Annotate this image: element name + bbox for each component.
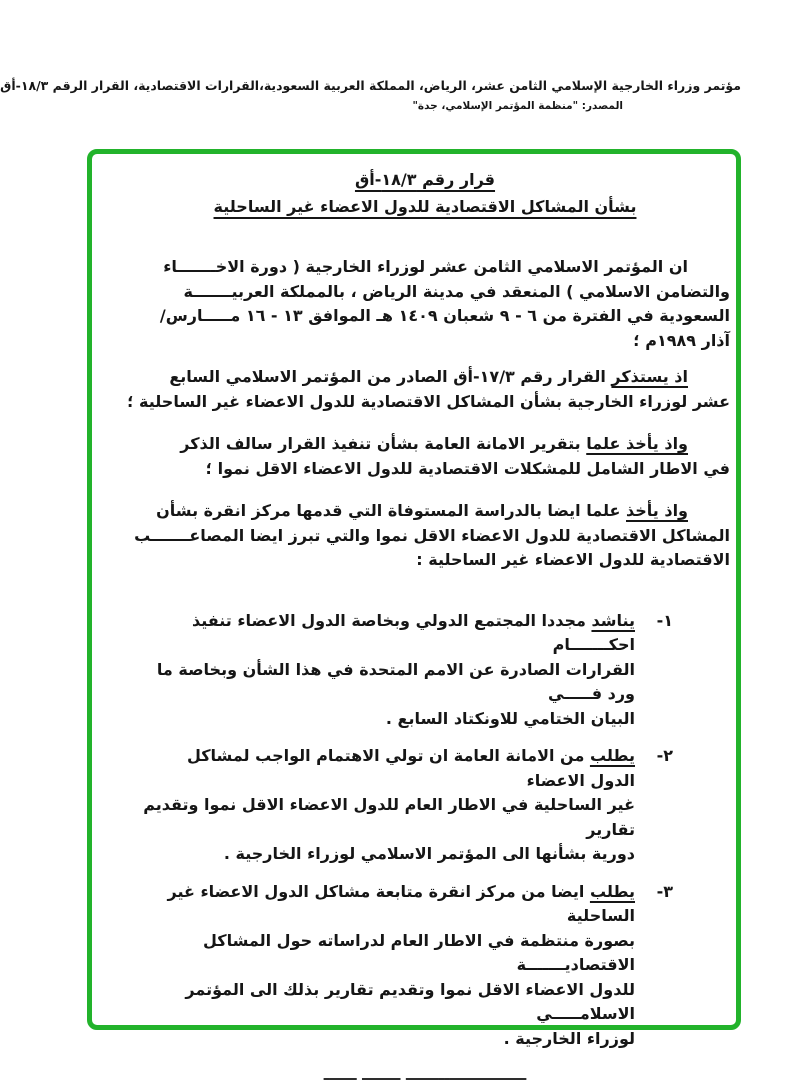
- item-number-1: ١-: [656, 610, 673, 630]
- operative-item-3: [140, 880, 673, 1052]
- item-lead-2: يطلب: [589, 746, 635, 765]
- item-lead-3: يطلب: [589, 881, 635, 901]
- header-source-line: المصدر: "منظمة المؤتمر الإسلامي، جدة": [412, 100, 623, 112]
- preamble-text-2: القرار رقم ١٧/٣-أق الصادر من المؤتمر الاسلامي السابع عشر لوزراء الخارجية بشأن المشاكل الاقتصادية للدول الاعضاء غير الساحلية ؛: [127, 367, 730, 411]
- item-text-3: ايضا من مركز انقرة متابعة مشاكل الدول الاعضاء غير الساحلية بصورة منتظمة في الاطار العام لدراساته حول المشاكل الاقتصاديـــــــة للدول الاعضاء الاقل نموا وتقديم تقارير بذلك الى المؤتمر الاسلامـــــي لوزراء الخارجية .: [167, 881, 635, 1048]
- item-number-2: ٢-: [656, 746, 673, 765]
- item-lead-1: يناشد: [591, 610, 635, 630]
- resolution-body: [120, 168, 730, 1085]
- item-number-3: ٣-: [656, 881, 673, 901]
- preamble-paragraph-2: [120, 365, 730, 414]
- preamble-text-3: بتقرير الامانة العامة بشأن تنفيذ القرار سالف الذكر في الاطار الشامل للمشكلات الاقتصادية للدول الاعضاء الاقل نموا ؛: [180, 434, 730, 478]
- preamble-lead-4: واذ يأخذ: [626, 501, 688, 520]
- operative-item-1: [140, 609, 673, 732]
- preamble-paragraph-1: [120, 255, 730, 353]
- item-text-2: من الامانة العامة ان تولي الاهتمام الواجب لمشاكل الدول الاعضاء غير الساحلية في الاطار العام للدول الاعضاء الاقل نموا وتقديم تقارير دورية بشأنها الى المؤتمر الاسلامي لوزراء الخارجية .: [143, 746, 635, 863]
- operative-items: [140, 609, 673, 1052]
- end-separator-line: ــــــــــــــــــــــ ـــــــ ــــــ: [323, 1065, 527, 1084]
- item-body-2: [140, 744, 635, 867]
- item-body-3: [140, 880, 635, 1052]
- preamble-paragraph-3: [120, 432, 730, 481]
- item-text-1: مجددا المجتمع الدولي وبخاصة الدول الاعضاء تنفيذ احكـــــــام القرارات الصادرة عن الامم المتحدة في هذا الشأن وبخاصة ما ورد فـــــي البيان الختامي للاونكتاد السابع .: [156, 610, 635, 728]
- item-body-1: [140, 609, 635, 732]
- operative-item-2: [140, 744, 673, 867]
- resolution-subject-title: بشأن المشاكل الاقتصادية للدول الاعضاء غير الساحلية: [213, 196, 637, 216]
- preamble-text-4: علما ايضا بالدراسة المستوفاة التي قدمها مركز انقرة بشأن المشاكل الاقتصادية للدول الاعضاء الاقل نموا والتي تبرز ايضا المصاعـــــــب الاقتصادية للدول الاعضاء غير الساحلية :: [134, 501, 730, 569]
- preamble-lead-2: اذ يستذكر: [611, 367, 688, 386]
- header-citation-line: مؤتمر وزراء الخارجية الإسلامي الثامن عشر، الرياض، المملكة العربية السعودية،القرارات الاقتصادية، القرار الرقم ١٨/٣-أق: [0, 78, 741, 93]
- preamble-lead-3: واذ يأخذ علما: [586, 434, 688, 453]
- resolution-number-title: قرار رقم ١٨/٣-أق: [354, 170, 496, 189]
- document-header: [0, 78, 741, 112]
- preamble-paragraph-4: [120, 499, 730, 573]
- preamble-text-1: ان المؤتمر الاسلامي الثامن عشر لوزراء الخارجية ( دورة الاخـــــــاء والتضامن الاسلامي ) المنعقد في مدينة الرياض ، بالمملكة العربيـــــــة السعودية في الفترة من ٦ - ٩ شعبان ١٤٠٩ هـ الموافق ١٣ - ١٦ مـــــارس/ آذار ١٩٨٩م ؛: [159, 257, 730, 350]
